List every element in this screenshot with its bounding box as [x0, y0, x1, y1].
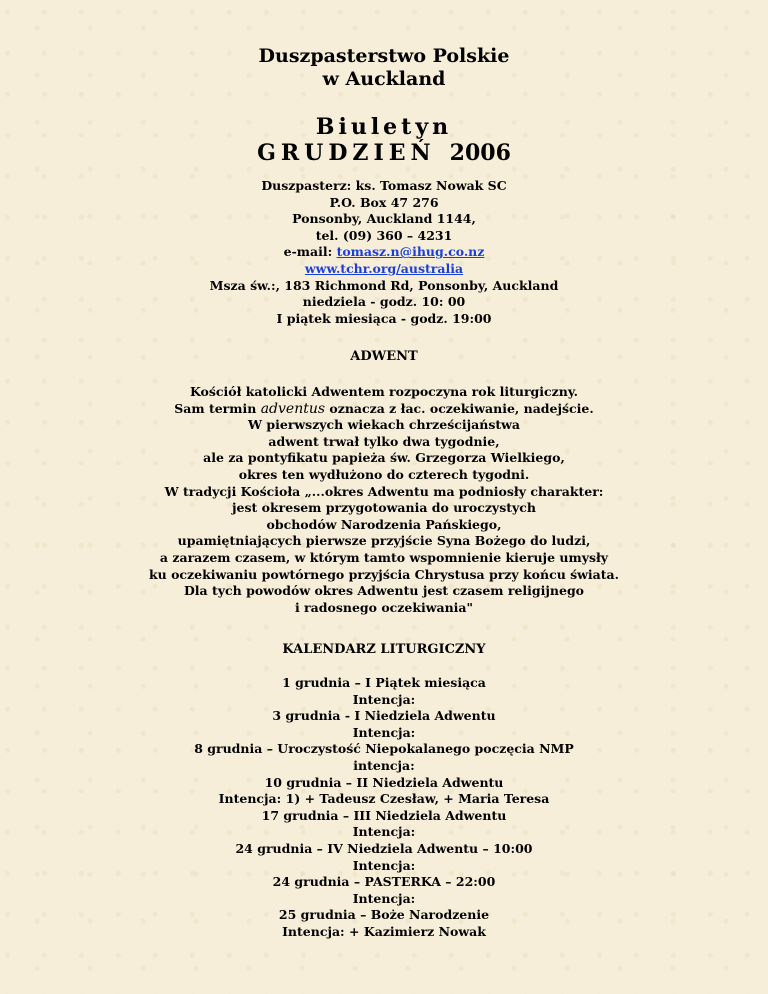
advent-line: okres ten wydłużono do czterech tygodni.	[238, 466, 530, 482]
year: 2006	[449, 140, 511, 166]
calendar-line: 1 grudnia – I Piątek miesiąca	[282, 675, 486, 690]
website-link[interactable]: www.tchr.org/australia	[304, 260, 464, 276]
calendar-line: Intencja:	[352, 724, 416, 740]
calendar-line: 25 grudnia – Boże Narodzenie	[278, 907, 490, 923]
contact-block	[0, 178, 768, 327]
advent-line	[0, 401, 768, 418]
calendar-line: Intencja: + Kazimierz Nowak	[282, 923, 486, 939]
bulletin-label: Biuletyn	[315, 114, 453, 140]
advent-line: jest okresem przygotowania do uroczystych	[232, 500, 536, 516]
advent-line: Kościół katolicki Adwentem rozpoczyna rok liturgiczny.	[189, 384, 579, 399]
calendar-line: intencja:	[353, 757, 415, 773]
calendar-list	[0, 675, 768, 941]
adventus-term: adventus	[260, 400, 326, 417]
advent-line: W pierwszych wiekach chrześcijaństwa	[247, 417, 520, 433]
bulletin-month	[0, 140, 768, 166]
calendar-heading: KALENDARZ LITURGICZNY	[282, 642, 486, 657]
advent-text-fragment: oznacza z łac. oczekiwanie, nadejście.	[325, 400, 594, 416]
advent-line: Dla tych powodów okres Adwentu jest czasem religijnego	[183, 583, 585, 599]
calendar-line: Intencja:	[352, 890, 416, 906]
address-line: Ponsonby, Auckland 1144,	[292, 211, 476, 227]
calendar-line: 8 grudnia – Uroczystość Niepokalanego poczęcia NMP	[194, 741, 574, 757]
email-line	[0, 244, 768, 261]
phone-line: tel. (09) 360 – 4231	[315, 227, 453, 243]
parish-title: Duszpasterstwo Polskie	[258, 45, 510, 67]
calendar-line: Intencja:	[352, 691, 416, 707]
advent-line: W tradycji Kościoła „...okres Adwentu ma podniosły charakter:	[164, 483, 604, 499]
calendar-line: 10 grudnia – II Niedziela Adwentu	[264, 774, 504, 790]
mass-location-line: Msza św.:, 183 Richmond Rd, Ponsonby, Auckland	[209, 277, 559, 293]
advent-line: adwent trwał tylko dwa tygodnie,	[268, 433, 500, 449]
parish-subtitle: w Auckland	[322, 68, 446, 90]
calendar-line: 3 grudnia - I Niedziela Adwentu	[272, 708, 496, 724]
calendar-line: Intencja:	[352, 857, 416, 873]
advent-line: upamiętniających pierwsze przyjście Syna Bożego do ludzi,	[177, 533, 591, 549]
email-link[interactable]: tomasz.n@ihug.co.nz	[336, 244, 485, 260]
sunday-mass-line: niedziela - godz. 10: 00	[302, 294, 466, 310]
friday-mass-line: I piątek miesiąca - godz. 19:00	[276, 310, 492, 326]
calendar-line: 24 grudnia – IV Niedziela Adwentu – 10:00	[235, 840, 533, 856]
advent-line: a zarazem czasem, w którym tamto wspomnienie kieruje umysły	[159, 549, 609, 565]
po-box-line: P.O. Box 47 276	[329, 194, 439, 210]
calendar-line: 24 grudnia – PASTERKA – 22:00	[272, 874, 496, 890]
advent-line: ku oczekiwaniu powtórnego przyjścia Chrystusa przy końcu świata.	[148, 566, 620, 582]
advent-heading: ADWENT	[350, 349, 418, 364]
website-line	[0, 261, 768, 278]
email-label: e-mail:	[283, 244, 337, 260]
calendar-line: Intencja:	[352, 824, 416, 840]
advent-line: i radosnego oczekiwania"	[294, 599, 474, 615]
month-name: GRUDZIEŃ	[257, 140, 436, 166]
advent-line: obchodów Narodzenia Pańskiego,	[266, 516, 502, 532]
advent-text	[0, 384, 768, 616]
advent-line: ale za pontyfikatu papieża św. Grzegorza Wielkiego,	[203, 450, 565, 466]
calendar-line: 17 grudnia – III Niedziela Adwentu	[261, 807, 507, 823]
advent-text-fragment: Sam termin	[174, 400, 261, 416]
pastor-line: Duszpasterz: ks. Tomasz Nowak SC	[261, 178, 507, 193]
calendar-line: Intencja: 1) + Tadeusz Czesław, + Maria Teresa	[218, 791, 550, 807]
